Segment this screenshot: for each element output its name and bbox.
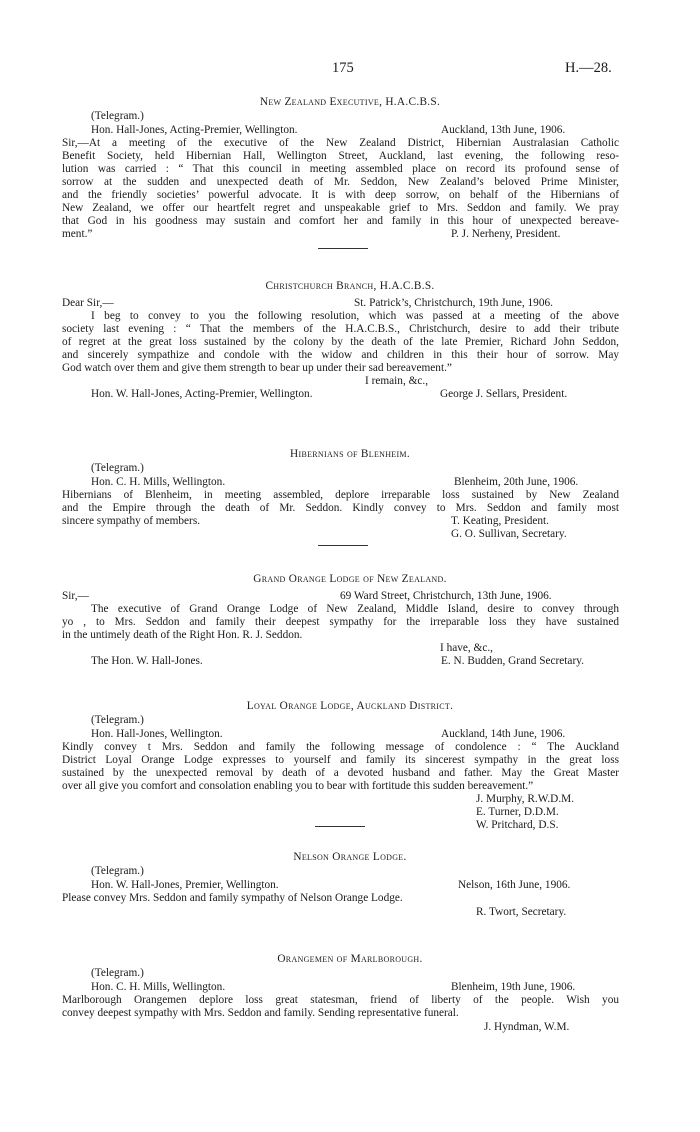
section-title: Hibernians of Blenheim. — [290, 448, 410, 460]
divider — [318, 248, 368, 249]
divider — [318, 545, 368, 546]
body-line: of regret at the great loss sustained by the colony by the death of the late Premier, Richard John Seddon, — [62, 336, 619, 348]
divider — [315, 826, 365, 827]
body-line: sorrow at the sudden and unexpected death of Mr. Seddon, New Zealand’s beloved Prime Minister, — [62, 176, 619, 188]
salutation: Dear Sir,— — [62, 297, 114, 309]
signature: T. Keating, President. — [451, 515, 549, 527]
page-number: 175 — [332, 60, 354, 76]
body-line: sincere sympathy of members. — [62, 515, 201, 527]
place-date: Blenheim, 19th June, 1906. — [451, 981, 576, 993]
telegram-label: (Telegram.) — [91, 714, 144, 726]
telegram-label: (Telegram.) — [91, 110, 144, 122]
addressee: Hon. W. Hall-Jones, Premier, Wellington. — [91, 879, 279, 891]
addressee: The Hon. W. Hall-Jones. — [91, 655, 203, 667]
body-line: convey deepest sympathy with Mrs. Seddon and family. Sending representative funeral. — [62, 1007, 459, 1019]
body-line: sustained by the unexpected removal by death of a devoted husband and father. May the Great Master — [62, 767, 619, 779]
body-line: and sincerely sympathize and condole with the widow and children in this their hour of sorrow. May — [62, 349, 619, 361]
closing: I have, &c., — [440, 642, 494, 654]
signature: P. J. Nerheny, President. — [451, 228, 561, 240]
body-line: God watch over them and give them strength to bear up under their sad bereavement.” — [62, 362, 452, 374]
signature: R. Twort, Secretary. — [476, 906, 567, 918]
section-title: Loyal Orange Lodge, Auckland District. — [246, 700, 454, 712]
body-line: Please convey Mrs. Seddon and family sympathy of Nelson Orange Lodge. — [62, 892, 403, 904]
addressee: Hon. C. H. Mills, Wellington. — [91, 981, 226, 993]
body-line: and the friendly societies’ powerful advocate. It is with deep sorrow, on behalf of the Hibernians of — [62, 189, 619, 201]
closing: I remain, &c., — [365, 375, 429, 387]
telegram-label: (Telegram.) — [91, 462, 144, 474]
section-title: Christchurch Branch, H.A.C.B.S. — [265, 280, 435, 292]
section-title: New Zealand Executive, H.A.C.B.S. — [259, 96, 441, 108]
signature: E. N. Budden, Grand Secretary. — [441, 655, 584, 667]
body-line: that God in his goodness may sustain and comfort her and family in this hour of unexpected bereave- — [62, 215, 619, 227]
addressee: Hon. Hall-Jones, Wellington. — [91, 728, 223, 740]
signature: E. Turner, D.D.M. — [476, 806, 559, 818]
addressee: Hon. C. H. Mills, Wellington. — [91, 476, 226, 488]
place-date: Auckland, 14th June, 1906. — [441, 728, 566, 740]
body-line: Benefit Society, held Hibernian Hall, Wellington Street, Auckland, last evening, the following reso- — [62, 150, 619, 162]
body-line: lution was carried : “ That this council in meeting assembled place on record its profound sense of — [62, 163, 619, 175]
signature: George J. Sellars, President. — [440, 388, 568, 400]
place-date: Nelson, 16th June, 1906. — [458, 879, 571, 891]
signature: J. Hyndman, W.M. — [484, 1021, 570, 1033]
addressee: Hon. Hall-Jones, Acting-Premier, Wellington. — [91, 124, 298, 136]
place-date: Auckland, 13th June, 1906. — [441, 124, 566, 136]
telegram-label: (Telegram.) — [91, 865, 144, 877]
body-line: The executive of Grand Orange Lodge of New Zealand, Middle Island, desire to convey through — [91, 603, 619, 615]
place-date: Blenheim, 20th June, 1906. — [454, 476, 579, 488]
section-title: Nelson Orange Lodge. — [293, 851, 407, 863]
signature: G. O. Sullivan, Secretary. — [451, 528, 567, 540]
body-line: Hibernians of Blenheim, in meeting assembled, deplore irreparable loss sustained by New Zealand — [62, 489, 619, 501]
body-line: Kindly convey t Mrs. Seddon and family the following message of condolence : “ The Auckland — [62, 741, 619, 753]
body-line: society last evening : “ That the members of the H.A.C.B.S., Christchurch, desire to add their tribute — [62, 323, 619, 335]
body-line: New Zealand, we offer our heartfelt regret and unspeakable grief to Mrs. Seddon and family. We pray — [62, 202, 619, 214]
signature: J. Murphy, R.W.D.M. — [476, 793, 575, 805]
telegram-label: (Telegram.) — [91, 967, 144, 979]
body-line: Marlborough Orangemen deplore loss great statesman, friend of liberty of the people. Wish you — [62, 994, 619, 1006]
place-date: 69 Ward Street, Christchurch, 13th June, 1906. — [340, 590, 552, 602]
body-line: and the Empire through the death of Mr. Seddon. Kindly convey to Mrs. Seddon and family most — [62, 502, 619, 514]
salutation: Sir,— — [62, 590, 89, 602]
section-title: Grand Orange Lodge of New Zealand. — [253, 573, 447, 585]
body-line: in the untimely death of the Right Hon. R. J. Seddon. — [62, 629, 303, 641]
body-line: over all give you comfort and consolation enabling you to bear with fortitude this sudden bereavement.” — [62, 780, 534, 792]
body-line: I beg to convey to you the following resolution, which was passed at a meeting of the above — [91, 310, 619, 322]
signature: W. Pritchard, D.S. — [476, 819, 559, 831]
body-line: Sir,—At a meeting of the executive of the New Zealand District, Hibernian Australasian Catholic — [62, 137, 619, 149]
place-date: St. Patrick’s, Christchurch, 19th June, 1906. — [354, 297, 553, 309]
section-title: Orangemen of Marlborough. — [277, 953, 423, 965]
body-line: District Loyal Orange Lodge expresses to yourself and family its sincerest sympathy in the great loss — [62, 754, 619, 766]
document-reference: H.—28. — [565, 60, 612, 76]
body-line: ment.” — [62, 228, 93, 240]
body-line: yo , to Mrs. Seddon and family their deepest sympathy for the irreparable loss they have sustained — [62, 616, 619, 628]
addressee: Hon. W. Hall-Jones, Acting-Premier, Wellington. — [91, 388, 313, 400]
